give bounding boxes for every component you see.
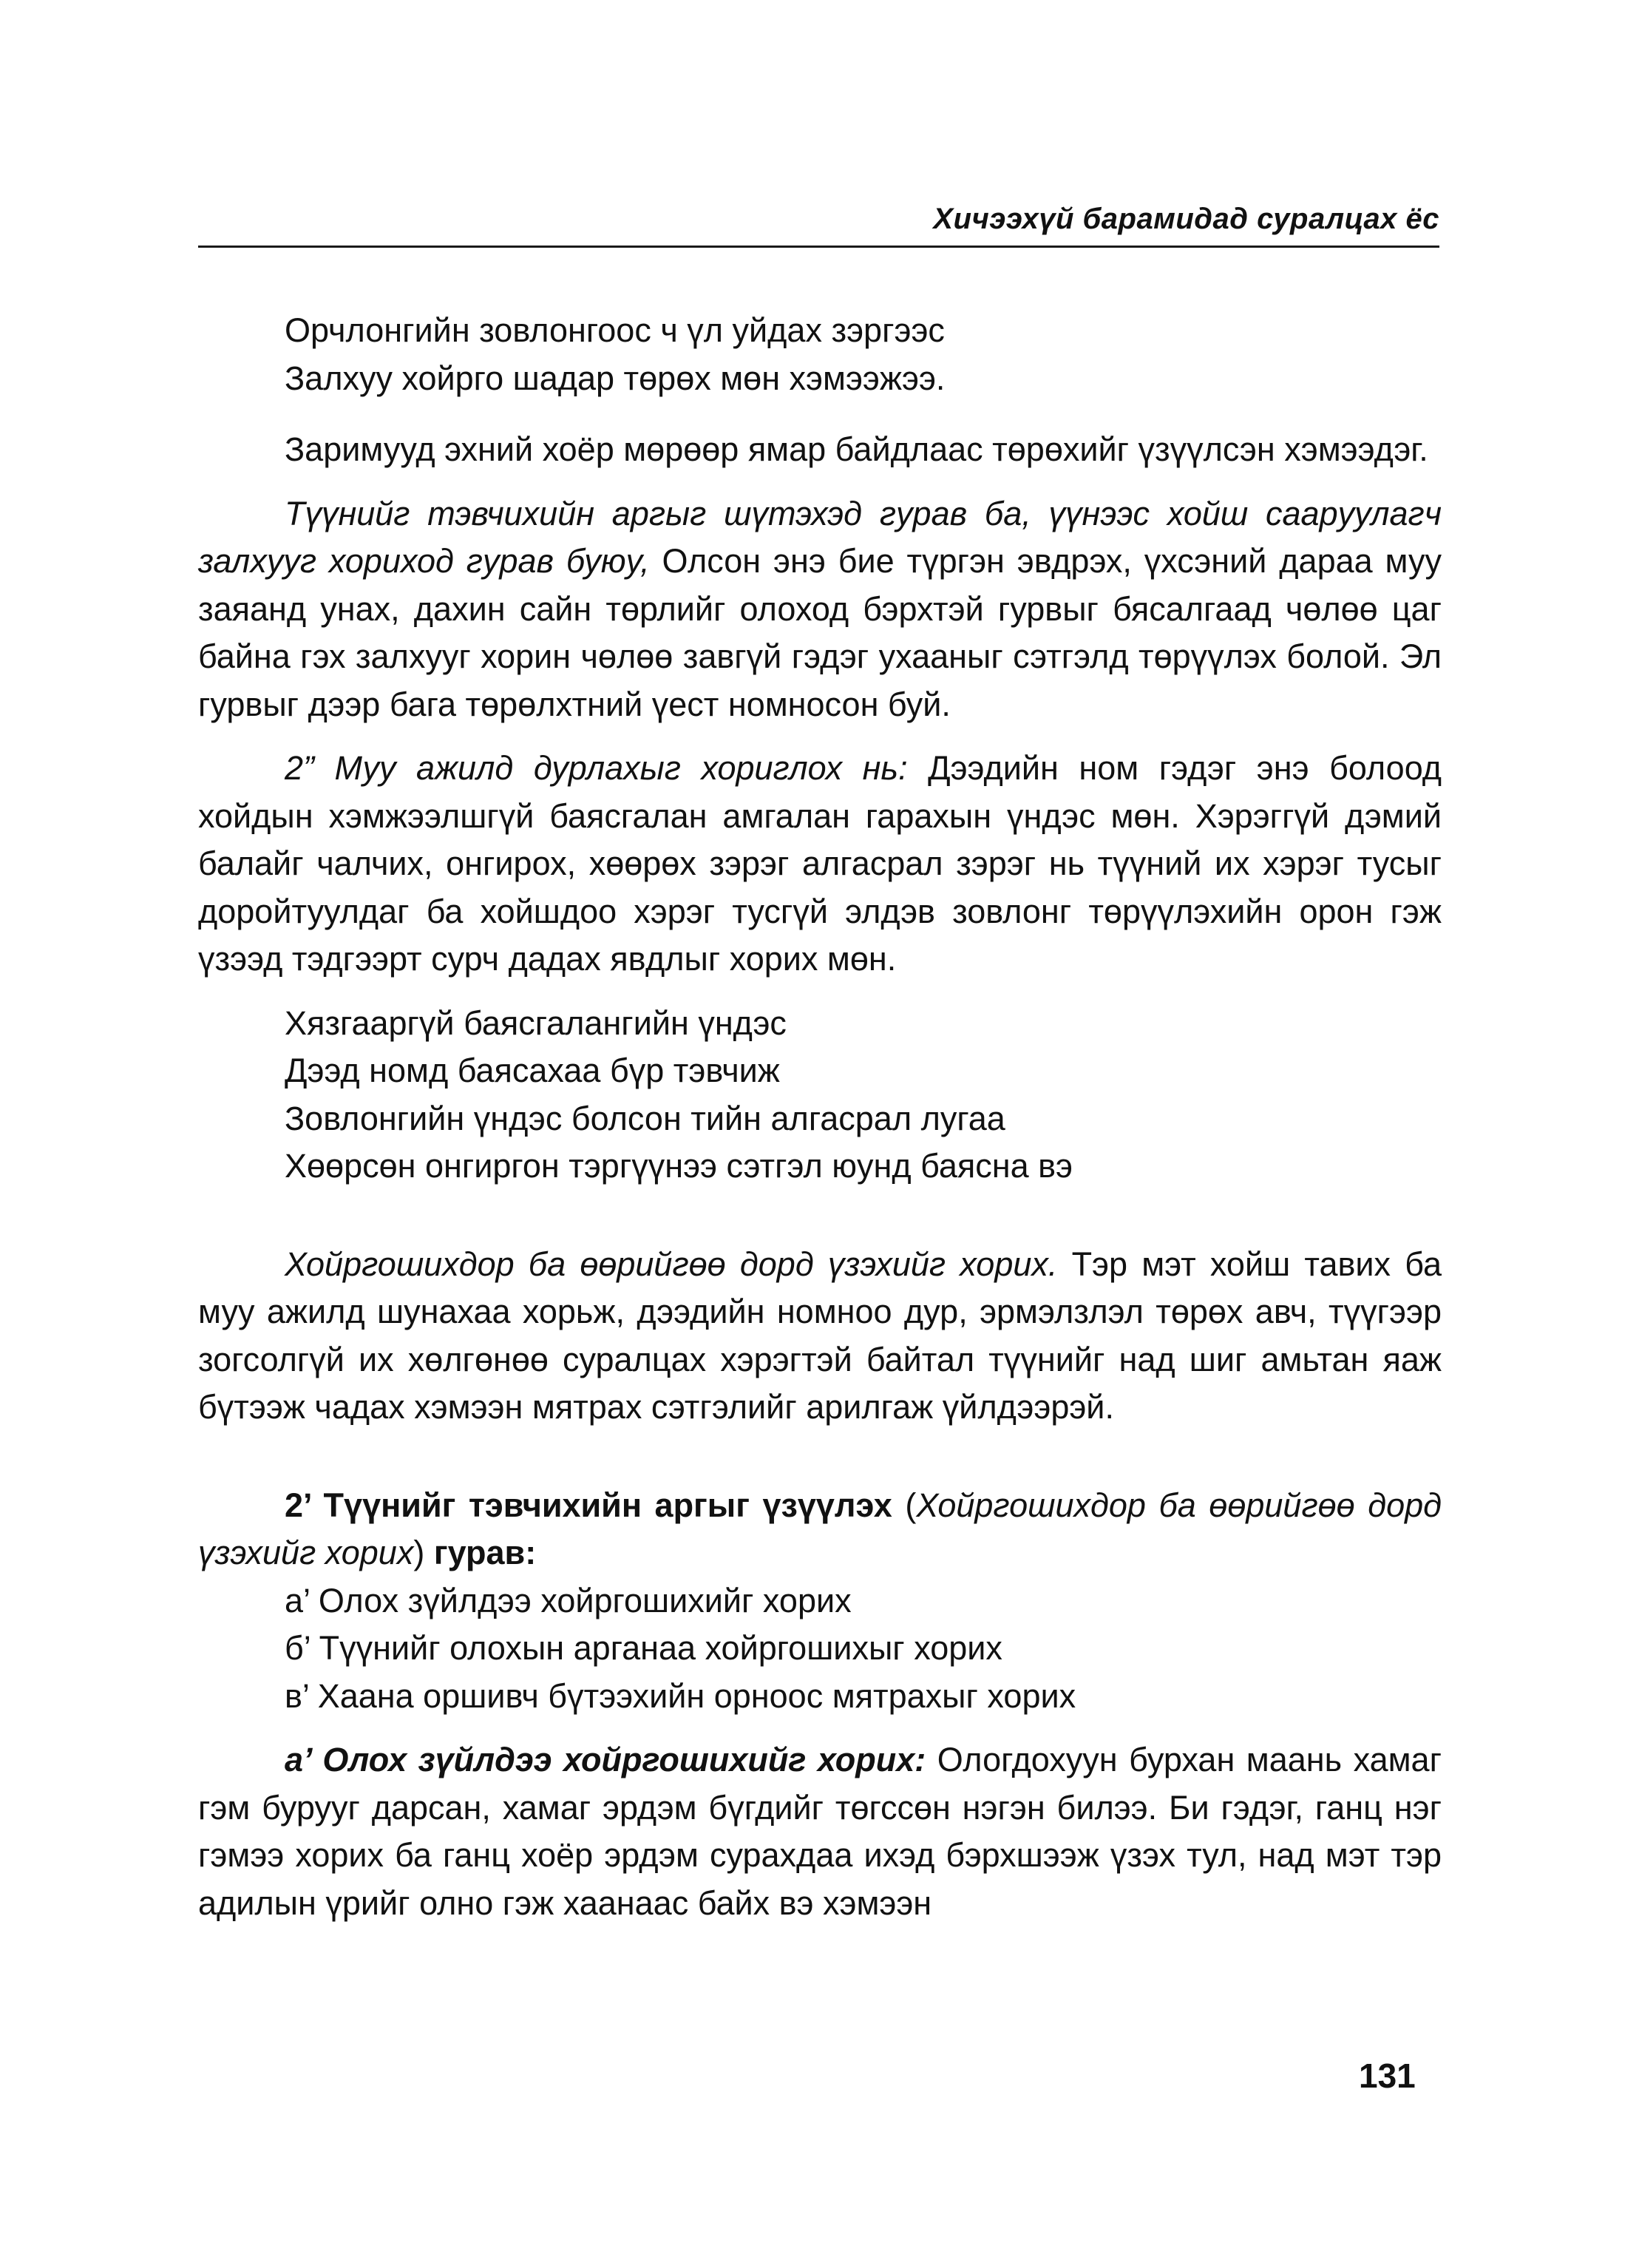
paragraph-1: Заримууд эхний хоёр мөрөөр ямар байдлаас төрөхийг үзүүлсэн хэмээдэг. [285,430,1428,468]
paragraph-2-italic: Түүнийг тэвчихийн аргыг шүтэхэд гурав ба, үүнээс хойш саарyулагч залхуyг хориход гурав буюу, [198,494,1442,580]
verse-line: Орчлонгийн зовлонгоос ч үл уйдах зэргээс [285,311,945,349]
section-heading-bold: 2’ Түүнийг тэвчихийн аргыг үзүүлэх [285,1486,892,1524]
paragraph-3-italic: 2” Муу ажилд дурлахыг хориглох нь: [285,749,908,787]
paragraph-3-text: Дээдийн ном гэдэг энэ болоод хойдын хэмжээлшгүй баясгалан амгалан гарахын үндэс мөн. Хэрэггүй дэмий балайг чалчих, онгирох, хөөрөх зэрэг алгасрал зэрэг нь түүний их хэрэг тусыг доройтуулдаг ба хойшдоо хэрэг тусгүй элдэв зовлонг төрүүлэхийн орон гэж үзээд тэдгээрт сурч дадах явдлыг хорих мөн. [198,749,1442,978]
list-item: а’ Олох зүйлдээ хойргошихийг хорих [285,1581,852,1619]
page-number: 131 [1359,2057,1416,2095]
page-body [198,307,1442,1927]
verse-line: Хөөрсөн онгиргон тэргүүнээ сэтгэл юунд баясна вэ [285,1147,1073,1185]
section-heading-italic: Хойргошихдор ба өөрийгөө дорд үзэхийг хорих [198,1486,1442,1571]
paragraph-4 [198,1241,1442,1432]
paragraph-4-italic: Хойргошихдор ба өөрийгөө дорд үзэхийг хорих. [285,1245,1058,1283]
verse-line: Хязгааргүй баясгалангийн үндэс [285,1003,787,1042]
paragraph-2 [198,490,1442,729]
paragraph-5 [198,1736,1442,1927]
verse-line: Дээд номд баясахаа бүр тэвчиж [285,1052,780,1089]
paragraph-4-text: Тэр мэт хойш тавих ба муу ажилд шунахаа хорьж, дээдийн номноо дур, эрмэлзлэл төрөх авч, түүгээр зогсолгүй их хөлгөнөө суралцах хэрэгтэй байтал түүнийг над шиг амьтан яаж бүтээж чадах хэмээн мятрах сэтгэлийг арилгаж үйлдээрэй. [198,1245,1442,1426]
list-item: в’ Хаана оршивч бүтээхийн орноос мятрахыг хорих [285,1676,1076,1715]
paragraph-5-bold-italic: а’ Олох зүйлдээ хойргошихийг хорих: [285,1741,926,1778]
paragraph-2-text: Олсон энэ бие түргэн эвдрэх, үхсэний дараа муу заяанд унах, дахин сайн төрлийг олоход бэрхтэй гурвыг бясалгаад чөлөө цаг байна гэх залхууг хорин чөлөө завгүй гэдэг ухааныг сэтгэлд төрүүлэх болой. Эл гурвыг дээр бага төрөлхтний үест номносон буй. [198,542,1442,723]
verse-block-2 [198,1000,1442,1191]
sub-list [198,1577,1442,1721]
verse-line: Зовлонгийн үндэс болсон тийн алгасрал лугаа [285,1099,1005,1137]
section-heading-open: ( [892,1486,917,1524]
section-heading [198,1482,1442,1577]
list-item: б’ Түүнийг олохын арганаа хойргошихыг хорих [285,1629,1002,1667]
verse-block-1 [198,307,1442,402]
section-heading-bold-end: гурав: [424,1534,537,1571]
section-heading-close: ) [413,1534,425,1571]
header-title: Хичээхүй барамидад суралцах ёс [933,203,1439,235]
verse-line: Залхуу хойрго шадар төрөх мөн хэмээжээ. [285,359,946,397]
paragraph-5-text: Ологдохуун бурхан маань хамаг гэм бурууг дарсан, хамаг эрдэм бүгдийг төгссөн нэгэн билээ. Би гэдэг, ганц нэг гэмээ хорих ба ганц хоёр эрдэм сурахдаа ихэд бэрхшээж үзэх тул, над мэт тэр адилын үрийг олно гэж хаанаас байх вэ хэмээн [198,1741,1442,1922]
running-header [198,198,1439,248]
paragraph-3 [198,745,1442,984]
